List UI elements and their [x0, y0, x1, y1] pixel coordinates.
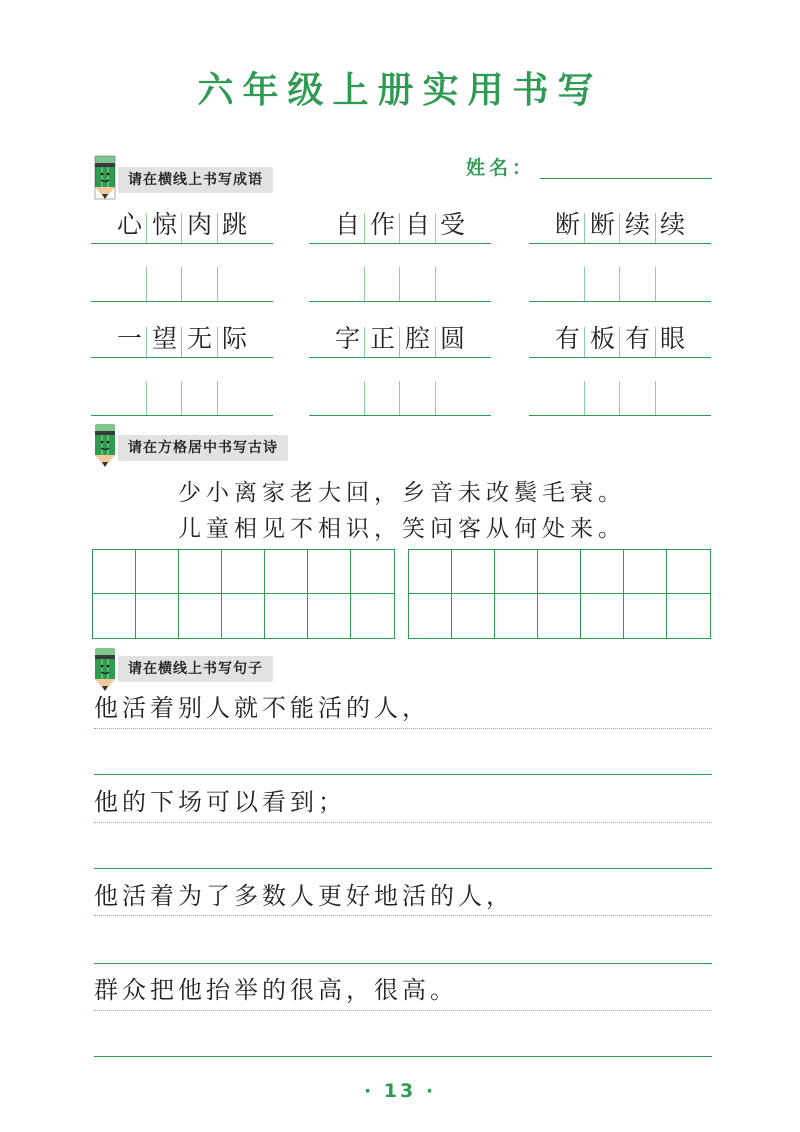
sentence-practice-line[interactable] — [94, 963, 712, 964]
sentence-model: 他的下场可以看到； — [94, 788, 346, 816]
idiom-practice-line[interactable] — [529, 267, 711, 302]
sentence-practice-line[interactable] — [94, 868, 712, 869]
sentence-model: 群众把他抬举的很高，很高。 — [94, 976, 458, 1004]
sentence-model: 他活着别人就不能活的人， — [94, 694, 430, 722]
section-label: 请在横线上书写句子 — [118, 656, 273, 682]
pencil-icon — [92, 422, 118, 468]
sentence-guide-line — [94, 728, 712, 729]
poem-line: 少小离家老大回，乡音未改鬓毛衰。 — [178, 480, 626, 506]
idiom-model: 自 作 自 受 — [309, 209, 491, 244]
sentence-practice-line[interactable] — [94, 1056, 712, 1057]
pencil-icon — [92, 154, 118, 200]
idiom-practice-line[interactable] — [91, 381, 273, 416]
sentence-guide-line — [94, 915, 712, 916]
writing-grid-left[interactable] — [92, 549, 395, 639]
page-title: 六年级上册实用书写 — [197, 70, 603, 111]
idiom-model: 心 惊 肉 跳 — [91, 209, 273, 244]
idiom-model: 有 板 有 眼 — [529, 323, 711, 358]
name-label: 姓名： — [466, 157, 536, 179]
name-input-line[interactable] — [540, 178, 712, 179]
idiom-practice-line[interactable] — [91, 267, 273, 302]
sentence-model: 他活着为了多数人更好地活的人， — [94, 882, 514, 910]
idiom-model: 一 望 无 际 — [91, 323, 273, 358]
sentence-guide-line — [94, 822, 712, 823]
sentence-guide-line — [94, 1010, 712, 1011]
idiom-practice-line[interactable] — [309, 267, 491, 302]
writing-grid-right[interactable] — [408, 549, 711, 639]
section-label: 请在横线上书写成语 — [118, 167, 273, 193]
poem-line: 儿童相见不相识，笑问客从何处来。 — [178, 516, 626, 542]
page-number: · 13 · — [363, 1080, 437, 1102]
section-label: 请在方格居中书写古诗 — [118, 435, 288, 461]
idiom-model: 字 正 腔 圆 — [309, 323, 491, 358]
idiom-model: 断 断 续 续 — [529, 209, 711, 244]
idiom-practice-line[interactable] — [529, 381, 711, 416]
pencil-icon — [92, 646, 118, 692]
idiom-practice-line[interactable] — [309, 381, 491, 416]
sentence-practice-line[interactable] — [94, 774, 712, 775]
